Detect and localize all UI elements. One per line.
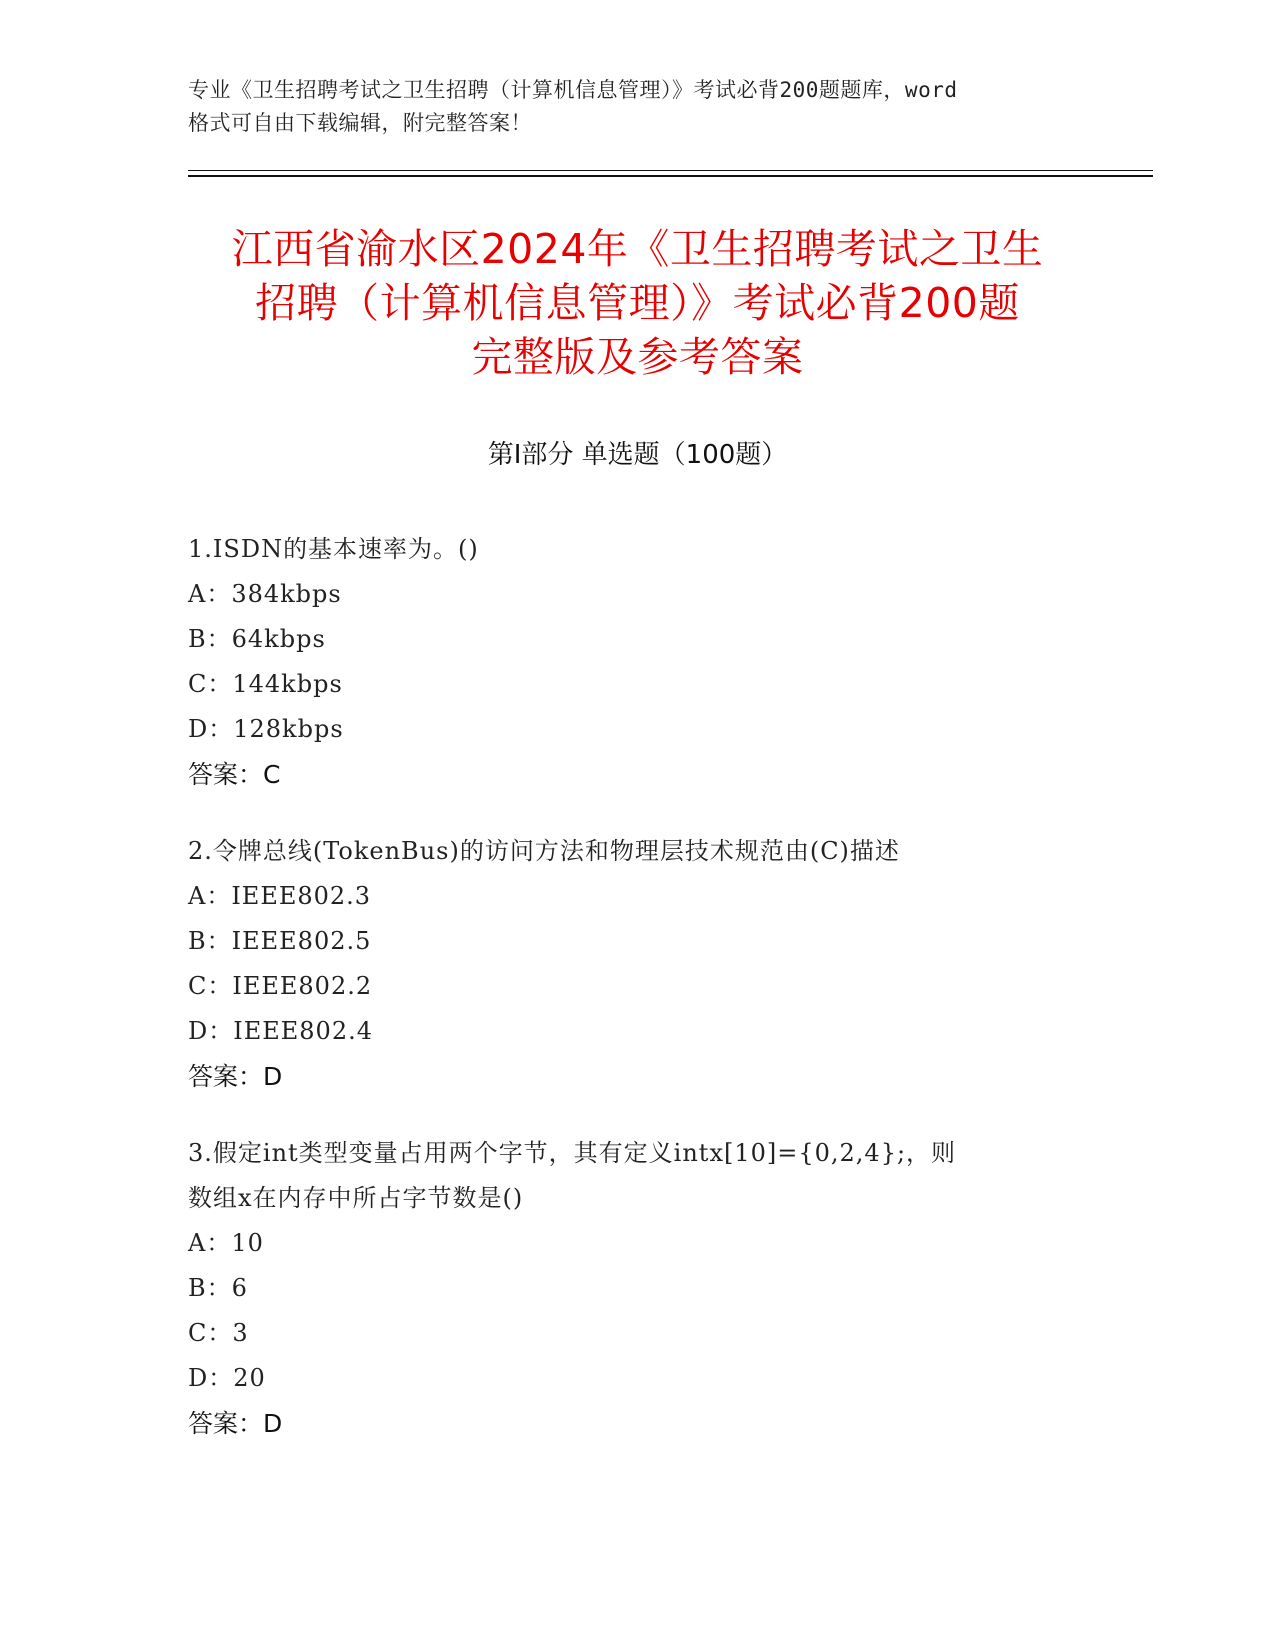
question-2-answer: 答案：D: [188, 1062, 283, 1091]
question-3-answer: 答案：D: [188, 1409, 283, 1438]
question-2-option-a: A：IEEE802.3: [188, 882, 372, 910]
question-2-option-d: D：IEEE802.4: [188, 1017, 373, 1045]
question-3-option-c: C：3: [188, 1319, 249, 1347]
header-divider-thin: [188, 170, 1153, 171]
question-3-stem-line-1: 3.假定int类型变量占用两个字节，其有定义intx[10]={0,2,4};，则: [188, 1139, 957, 1167]
question-1-answer: 答案：C: [188, 760, 281, 789]
section-heading: 第I部分 单选题（100题）: [487, 440, 788, 470]
question-2-stem: 2.令牌总线(TokenBus)的访问方法和物理层技术规范由(C)描述: [188, 837, 900, 865]
question-1-option-d: D：128kbps: [188, 715, 344, 743]
question-3-option-a: A：10: [188, 1229, 264, 1257]
question-1-stem: 1.ISDN的基本速率为。(): [188, 535, 479, 563]
question-3-stem-line-2: 数组x在内存中所占字节数是(): [188, 1184, 524, 1212]
document-title-line-2: 招聘（计算机信息管理）》考试必背200题: [255, 279, 1020, 327]
question-2-option-b: B：IEEE802.5: [188, 927, 372, 955]
header-note-line-1: 专业《卫生招聘考试之卫生招聘（计算机信息管理）》考试必背200题题库，word: [188, 78, 958, 102]
question-1-option-c: C：144kbps: [188, 670, 343, 698]
question-1-option-a: A：384kbps: [188, 580, 342, 608]
document-title-line-1: 江西省渝水区2024年《卫生招聘考试之卫生: [231, 225, 1044, 273]
document-title-line-3: 完整版及参考答案: [471, 333, 804, 381]
question-3-option-b: B：6: [188, 1274, 248, 1302]
question-2: [188, 829, 1088, 1099]
question-3-option-d: D：20: [188, 1364, 266, 1392]
question-2-option-c: C：IEEE802.2: [188, 972, 373, 1000]
document-title: [160, 222, 1115, 384]
question-3: [188, 1131, 1088, 1446]
question-list: [188, 527, 1088, 1478]
question-1-option-b: B：64kbps: [188, 625, 326, 653]
header-note: [188, 74, 1088, 140]
header-divider-thick: [188, 175, 1153, 177]
question-1: [188, 527, 1088, 797]
header-note-line-2: 格式可自由下载编辑，附完整答案！: [188, 111, 532, 135]
